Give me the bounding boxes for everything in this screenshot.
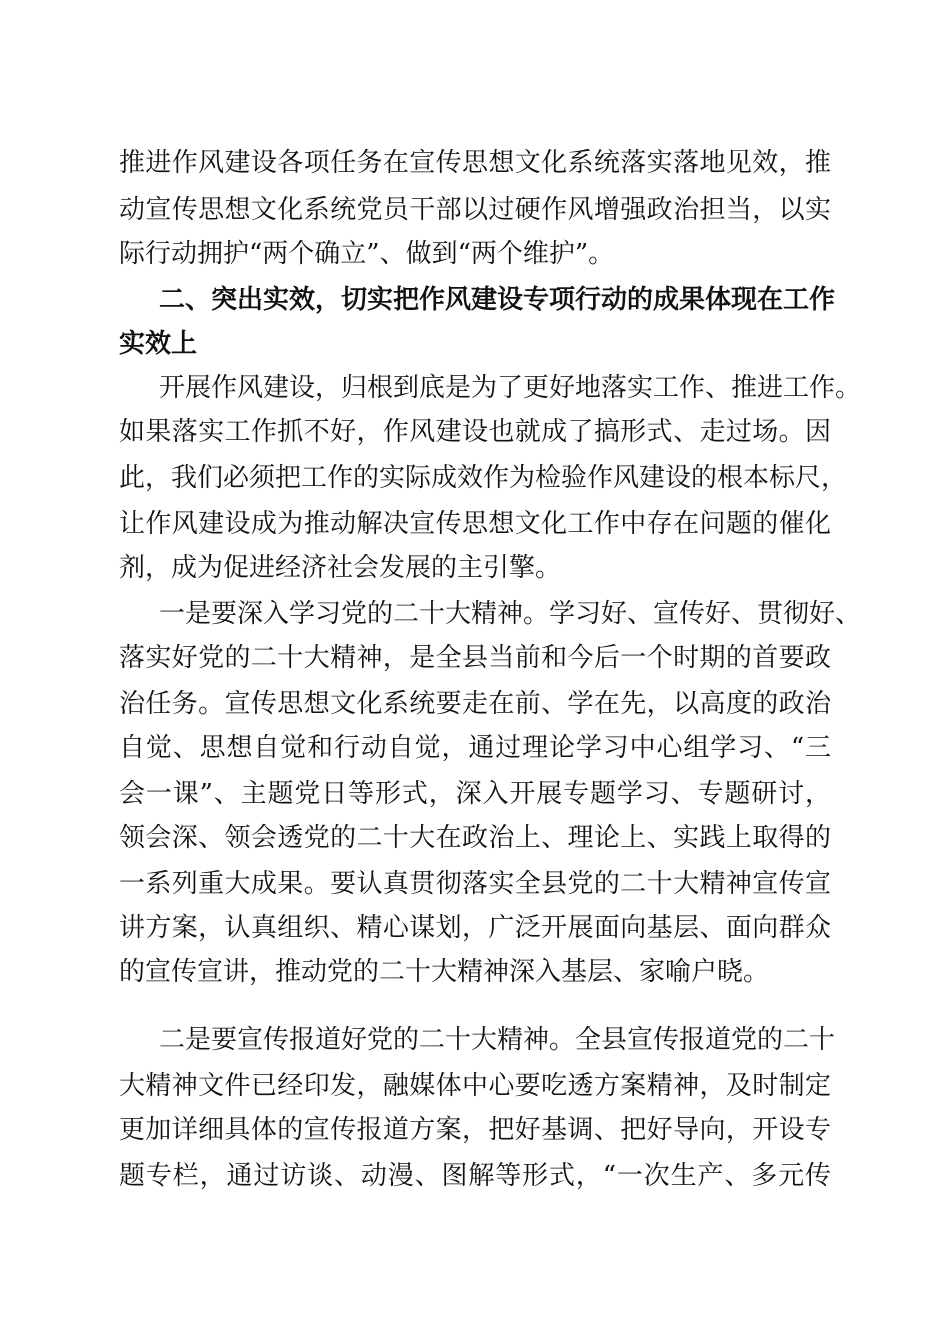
section-heading-line: 实效上: [119, 329, 198, 359]
section-heading-line: 二、突出实效，切实把作风建设专项行动的成果体现在工作: [159, 285, 836, 315]
paragraph-line: 如果落实工作抓不好，作风建设也就成了搞形式、走过场。因: [119, 417, 831, 447]
paragraph-line: 剂，成为促进经济社会发展的主引擎。: [119, 553, 562, 583]
paragraph-line: 更加详细具体的宣传报道方案，把好基调、把好导向，开设专: [119, 1115, 831, 1145]
paragraph-line: 自觉、思想自觉和行动自觉，通过理论学习中心组学习、“三: [119, 733, 831, 763]
paragraph-line: 讲方案，认真组织、精心谋划，广泛开展面向基层、面向群众: [119, 913, 831, 943]
paragraph-line: 一是要深入学习党的二十大精神。学习好、宣传好、贯彻好、: [159, 599, 862, 629]
paragraph-line: 领会深、领会透党的二十大在政治上、理论上、实践上取得的: [119, 823, 831, 853]
paragraph-line: 会一课”、主题党日等形式，深入开展专题学习、专题研讨，: [119, 779, 831, 809]
paragraph-line: 此，我们必须把工作的实际成效作为检验作风建设的根本标尺，: [119, 463, 848, 493]
paragraph-line: 二是要宣传报道好党的二十大精神。全县宣传报道党的二十: [159, 1025, 836, 1055]
paragraph-line: 治任务。宣传思想文化系统要走在前、学在先，以高度的政治: [119, 689, 831, 719]
paragraph-line: 开展作风建设，归根到底是为了更好地落实工作、推进工作。: [159, 373, 862, 403]
paragraph-line: 的宣传宣讲，推动党的二十大精神深入基层、家喻户晓。: [119, 957, 770, 987]
paragraph-line: 让作风建设成为推动解决宣传思想文化工作中存在问题的催化: [119, 509, 831, 539]
paragraph-line: 落实好党的二十大精神，是全县当前和今后一个时期的首要政: [119, 643, 831, 673]
paragraph-line: 动宣传思想文化系统党员干部以过硬作风增强政治担当，以实: [119, 195, 831, 225]
paragraph-line: 一系列重大成果。要认真贯彻落实全县党的二十大精神宣传宣: [119, 869, 831, 899]
paragraph-line: 题专栏，通过访谈、动漫、图解等形式，“一次生产、多元传: [119, 1161, 831, 1191]
paragraph-line: 大精神文件已经印发，融媒体中心要吃透方案精神，及时制定: [119, 1071, 831, 1101]
paragraph-line: 推进作风建设各项任务在宣传思想文化系统落实落地见效，推: [119, 148, 831, 178]
paragraph-line: 际行动拥护“两个确立”、做到“两个维护”。: [119, 239, 615, 269]
